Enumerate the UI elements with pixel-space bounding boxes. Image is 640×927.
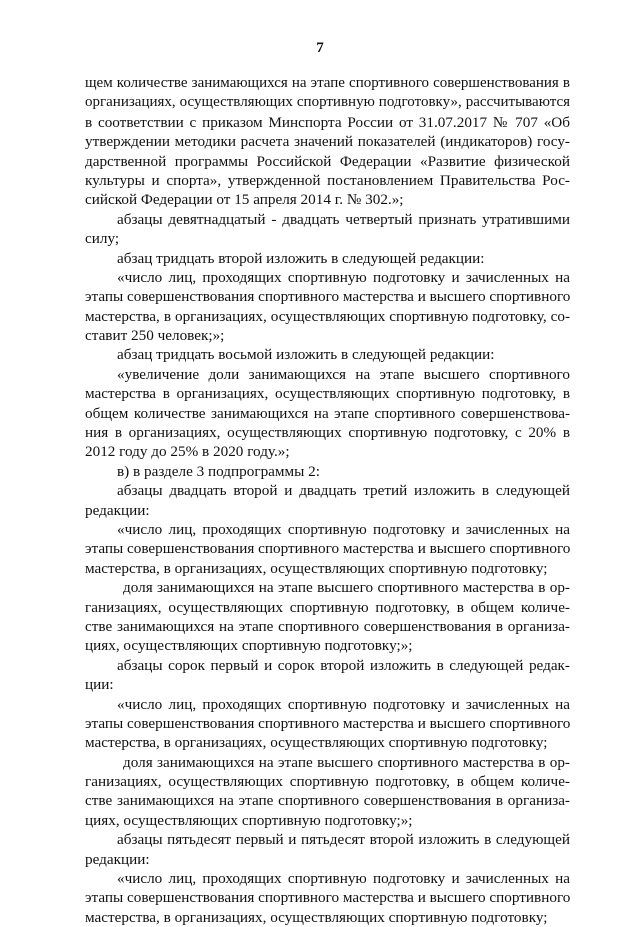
text-line: в) в разделе 3 подпрограммы 2: xyxy=(117,462,320,480)
text-line: этапы совершенствования спортивного мастерства и высшего спортивного xyxy=(85,714,571,732)
text-line: этапы совершенствования спортивного мастерства и высшего спортивного xyxy=(85,540,571,558)
text-line: абзац тридцать восьмой изложить в следующей редакции: xyxy=(117,346,495,364)
text-line: абзац тридцать второй изложить в следующей редакции: xyxy=(117,249,485,267)
text-line: стве занимающихся на этапе спортивного совершенствования в организа- xyxy=(85,617,570,635)
text-line: абзацы сорок первый и сорок второй изложить в следующей редак- xyxy=(117,656,570,674)
text-line: «число лиц, проходящих спортивную подготовку и зачисленных на xyxy=(117,520,570,538)
text-line: ции: xyxy=(85,676,114,694)
text-line: «число лиц, проходящих спортивную подготовку и зачисленных на xyxy=(117,268,570,286)
text-line: сийской Федерации от 15 апреля 2014 г. № 302.»; xyxy=(85,191,404,209)
text-line: редакции: xyxy=(85,501,150,519)
text-line: ганизациях, осуществляющих спортивную подготовку, в общем количе- xyxy=(85,598,570,616)
text-line: 2012 году до 25% в 2020 году.»; xyxy=(85,443,290,461)
text-line: этапы совершенствования спортивного мастерства и высшего спортивного xyxy=(85,889,571,907)
text-line: дарственной программы Российской Федерации «Развитие физической xyxy=(85,152,570,170)
text-line: мастерства, в организациях, осуществляющих спортивную подготовку; xyxy=(85,734,548,752)
text-line: «увеличение доли занимающихся на этапе высшего спортивного xyxy=(117,365,570,383)
text-line: стве занимающихся на этапе спортивного совершенствования в организа- xyxy=(85,792,570,810)
text-line: циях, осуществляющих спортивную подготовку;»; xyxy=(85,637,413,655)
text-line: мастерства, в организациях, осуществляющих спортивную подготовку; xyxy=(85,559,548,577)
text-line: мастерства, в организациях, осуществляющих спортивную подготовку, со- xyxy=(85,307,570,325)
text-line: доля занимающихся на этапе высшего спортивного мастерства в ор- xyxy=(123,579,570,597)
text-line: ганизациях, осуществляющих спортивную подготовку, в общем количе- xyxy=(85,773,570,791)
text-line: «число лиц, проходящих спортивную подготовку и зачисленных на xyxy=(117,695,570,713)
text-line: общем количестве занимающихся на этапе спортивного совершенствова- xyxy=(85,404,570,422)
text-line: редакции: xyxy=(85,850,150,868)
text-line: ставит 250 человек;»; xyxy=(85,327,225,345)
text-line: в соответствии с приказом Минспорта России от 31.07.2017 № 707 «Об xyxy=(85,113,570,131)
text-line: ния в организациях, осуществляющих спортивную подготовку, с 20% в xyxy=(85,424,570,442)
text-line: утверждении методики расчета значений показателей (индикаторов) госу- xyxy=(85,133,570,151)
text-line: абзацы двадцать второй и двадцать третий изложить в следующей xyxy=(117,482,570,500)
text-line: организациях, осуществляющих спортивную подготовку», рассчитываются xyxy=(85,94,570,111)
text-line: циях, осуществляющих спортивную подготовку;»; xyxy=(85,811,413,829)
text-line: щем количестве занимающихся на этапе спортивного совершенствования в xyxy=(85,75,570,91)
text-line: этапы совершенствования спортивного мастерства и высшего спортивного xyxy=(85,288,571,306)
text-line: мастерства, в организациях, осуществляющих спортивную подготовку; xyxy=(85,908,548,926)
document-body xyxy=(85,74,570,927)
text-line: доля занимающихся на этапе высшего спортивного мастерства в ор- xyxy=(123,753,570,771)
text-line: мастерства в организациях, осуществляющих спортивную подготовку, в xyxy=(85,385,570,403)
page-number: 7 xyxy=(316,40,324,56)
text-line: культуры и спорта», утвержденной постановлением Правительства Рос- xyxy=(85,171,570,189)
text-line: «число лиц, проходящих спортивную подготовку и зачисленных на xyxy=(117,870,570,888)
text-line: силу; xyxy=(85,230,120,248)
text-line: абзацы пятьдесят первый и пятьдесят второй изложить в следующей xyxy=(117,831,570,849)
text-line: абзацы девятнадцатый - двадцать четвертый признать утратившими xyxy=(117,210,570,228)
